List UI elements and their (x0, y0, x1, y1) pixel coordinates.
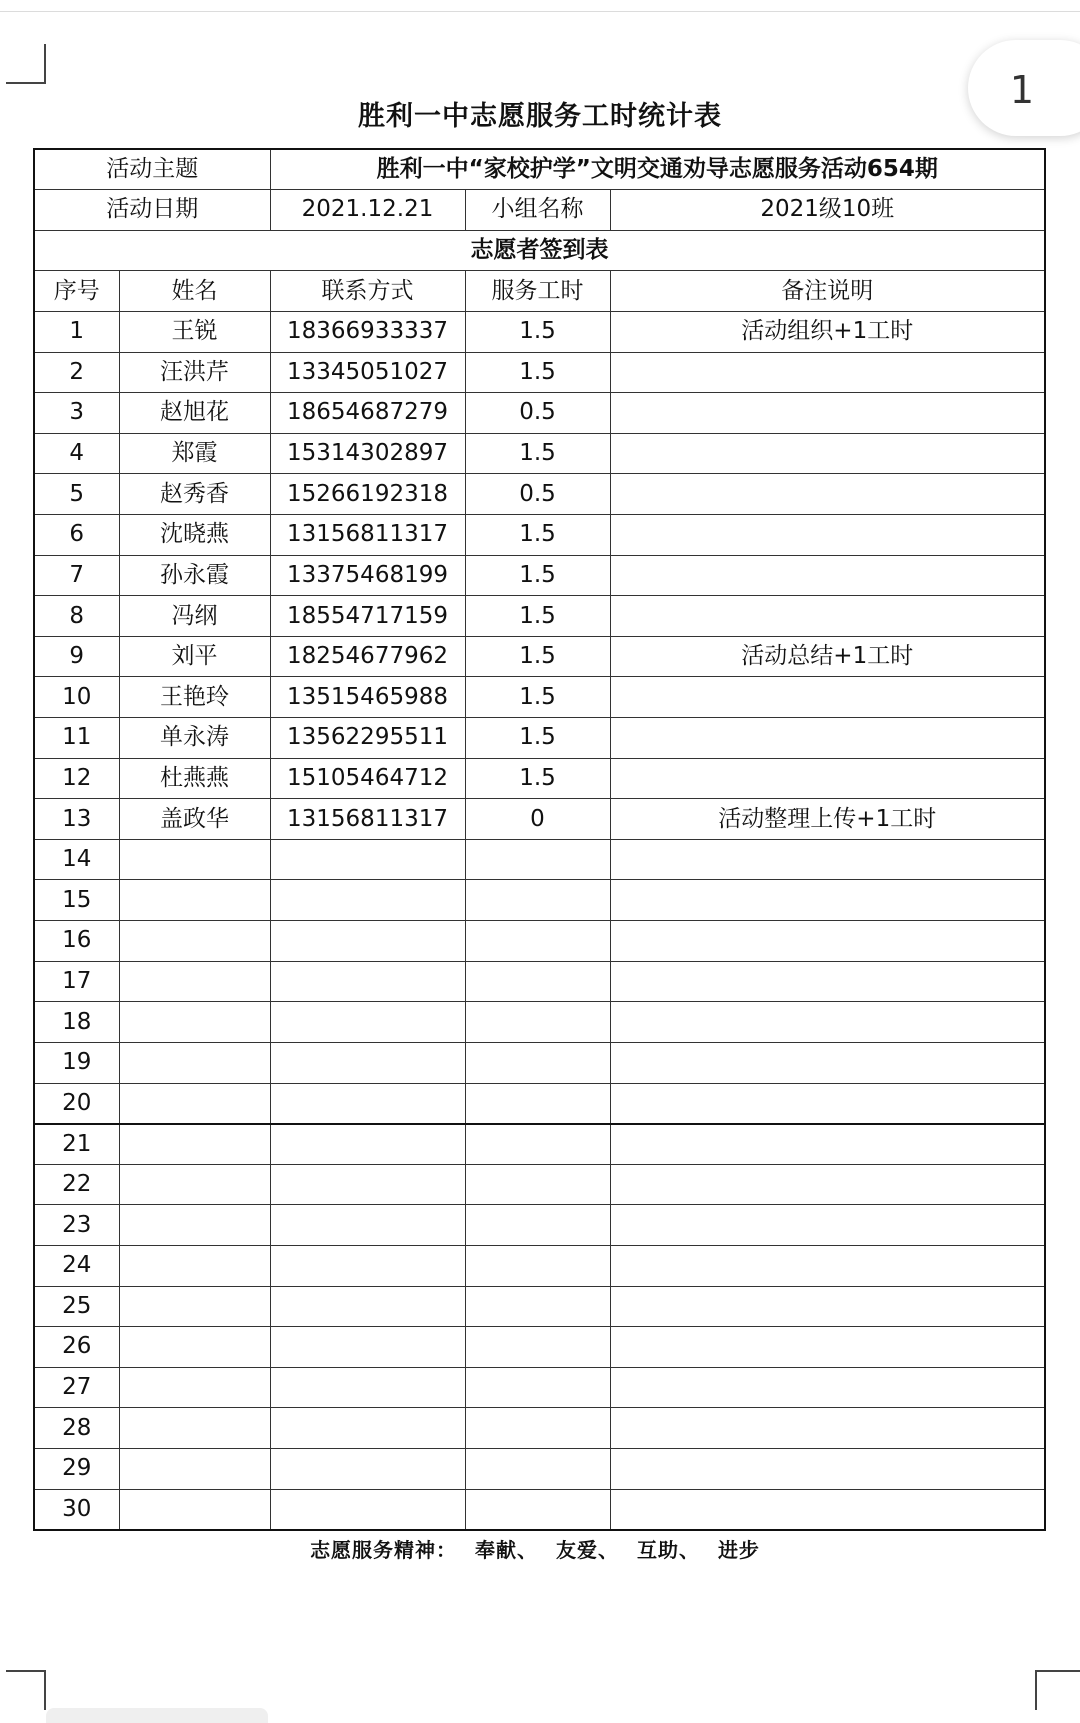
table-row (34, 1449, 1045, 1490)
cell-phone (270, 1367, 465, 1408)
cell-hours (465, 1449, 610, 1490)
table-row (34, 1124, 1045, 1165)
table-row (34, 596, 1045, 637)
cell-note (610, 596, 1045, 637)
cell-name (119, 1245, 270, 1286)
cell-name: 杜燕燕 (119, 758, 270, 799)
cell-no: 20 (34, 1083, 119, 1124)
cell-hours (465, 1002, 610, 1043)
table-row (34, 1164, 1045, 1205)
cell-name (119, 1205, 270, 1246)
cell-phone (270, 880, 465, 921)
cell-hours: 1.5 (465, 636, 610, 677)
column-header: 联系方式 (270, 271, 465, 312)
cell-phone (270, 1286, 465, 1327)
bottom-scroll-hint (46, 1708, 268, 1723)
cell-no: 8 (34, 596, 119, 637)
table-row (34, 1245, 1045, 1286)
cell-phone (270, 1002, 465, 1043)
volunteer-hours-table (33, 148, 1046, 1531)
table-row (34, 880, 1045, 921)
cell-hours: 1.5 (465, 677, 610, 718)
table-row (34, 1367, 1045, 1408)
cell-name: 王艳玲 (119, 677, 270, 718)
cell-phone (270, 839, 465, 880)
cell-name: 赵旭花 (119, 393, 270, 434)
cell-name (119, 1327, 270, 1368)
cell-note (610, 1164, 1045, 1205)
cell-name (119, 1489, 270, 1530)
table-row (34, 1408, 1045, 1449)
cell-note (610, 1489, 1045, 1530)
cell-note (610, 839, 1045, 880)
cell-phone (270, 1042, 465, 1083)
column-header: 服务工时 (465, 271, 610, 312)
column-header-row (34, 271, 1045, 312)
cell-note (610, 961, 1045, 1002)
cell-note (610, 677, 1045, 718)
cell-no: 28 (34, 1408, 119, 1449)
motto-item: 友爱、 (556, 1538, 619, 1562)
group-label: 小组名称 (465, 190, 610, 231)
cell-no: 13 (34, 799, 119, 840)
cell-no: 2 (34, 352, 119, 393)
cell-hours: 1.5 (465, 514, 610, 555)
cell-phone: 13562295511 (270, 718, 465, 759)
cell-phone: 15314302897 (270, 433, 465, 474)
column-header: 备注说明 (610, 271, 1045, 312)
cell-note (610, 1286, 1045, 1327)
table-row (34, 961, 1045, 1002)
cell-phone: 18366933337 (270, 311, 465, 352)
cell-name: 盖政华 (119, 799, 270, 840)
cell-no: 24 (34, 1245, 119, 1286)
cell-no: 17 (34, 961, 119, 1002)
cell-phone (270, 1327, 465, 1368)
cell-name (119, 921, 270, 962)
cell-no: 18 (34, 1002, 119, 1043)
cell-no: 11 (34, 718, 119, 759)
cell-phone (270, 1124, 465, 1165)
cell-phone (270, 1205, 465, 1246)
topic-row (34, 149, 1045, 190)
cell-note (610, 1245, 1045, 1286)
cell-phone: 18554717159 (270, 596, 465, 637)
cell-no: 1 (34, 311, 119, 352)
cell-name: 赵秀香 (119, 474, 270, 515)
cell-note (610, 1042, 1045, 1083)
table-row (34, 352, 1045, 393)
table-row (34, 311, 1045, 352)
cell-name: 汪洪芹 (119, 352, 270, 393)
cell-no: 14 (34, 839, 119, 880)
cell-hours (465, 1367, 610, 1408)
cell-hours (465, 839, 610, 880)
cell-note: 活动整理上传+1工时 (610, 799, 1045, 840)
crop-mark-top-left (6, 44, 46, 84)
cell-phone: 13156811317 (270, 514, 465, 555)
motto-item: 奉献、 (475, 1538, 539, 1562)
table-row (34, 1489, 1045, 1530)
cell-hours (465, 1245, 610, 1286)
cell-no: 16 (34, 921, 119, 962)
cell-name (119, 961, 270, 1002)
section-title-row (34, 230, 1045, 271)
cell-note (610, 1124, 1045, 1165)
cell-hours (465, 961, 610, 1002)
cell-hours (465, 1286, 610, 1327)
cell-name (119, 1083, 270, 1124)
topic-value: 胜利一中“家校护学”文明交通劝导志愿服务活动654期 (270, 149, 1045, 190)
cell-phone: 13345051027 (270, 352, 465, 393)
table-row (34, 393, 1045, 434)
table-row (34, 1286, 1045, 1327)
topic-label: 活动主题 (34, 149, 270, 190)
table-row (34, 1002, 1045, 1043)
cell-name (119, 1449, 270, 1490)
cell-no: 4 (34, 433, 119, 474)
cell-name: 单永涛 (119, 718, 270, 759)
table-row (34, 1083, 1045, 1124)
cell-note (610, 433, 1045, 474)
cell-no: 30 (34, 1489, 119, 1530)
table-row (34, 636, 1045, 677)
cell-hours: 1.5 (465, 433, 610, 474)
cell-phone: 15266192318 (270, 474, 465, 515)
section-title: 志愿者签到表 (34, 230, 1045, 271)
cell-no: 21 (34, 1124, 119, 1165)
cell-note (610, 352, 1045, 393)
table-row (34, 758, 1045, 799)
cell-no: 9 (34, 636, 119, 677)
cell-name: 冯纲 (119, 596, 270, 637)
cell-hours (465, 1489, 610, 1530)
cell-no: 26 (34, 1327, 119, 1368)
cell-hours: 1.5 (465, 596, 610, 637)
cell-note: 活动组织+1工时 (610, 311, 1045, 352)
cell-phone (270, 921, 465, 962)
cell-hours (465, 1083, 610, 1124)
column-header: 序号 (34, 271, 119, 312)
cell-no: 5 (34, 474, 119, 515)
cell-hours: 0 (465, 799, 610, 840)
cell-no: 22 (34, 1164, 119, 1205)
cell-phone (270, 1245, 465, 1286)
cell-note (610, 1083, 1045, 1124)
cell-note: 活动总结+1工时 (610, 636, 1045, 677)
cell-phone: 13375468199 (270, 555, 465, 596)
cell-no: 27 (34, 1367, 119, 1408)
table-row (34, 799, 1045, 840)
cell-hours (465, 1124, 610, 1165)
cell-phone (270, 1408, 465, 1449)
cell-name: 沈晓燕 (119, 514, 270, 555)
cell-note (610, 474, 1045, 515)
table-row (34, 1327, 1045, 1368)
volunteer-motto (0, 1534, 1080, 1563)
cell-note (610, 758, 1045, 799)
cell-phone: 13156811317 (270, 799, 465, 840)
cell-no: 7 (34, 555, 119, 596)
cell-hours (465, 1408, 610, 1449)
cell-phone: 15105464712 (270, 758, 465, 799)
motto-item: 进步 (717, 1538, 760, 1562)
table-row (34, 474, 1045, 515)
table-row (34, 514, 1045, 555)
motto-item: 互助、 (636, 1538, 700, 1562)
cell-note (610, 1367, 1045, 1408)
cell-name (119, 1002, 270, 1043)
cell-name (119, 1367, 270, 1408)
date-value: 2021.12.21 (270, 190, 465, 231)
cell-hours (465, 1327, 610, 1368)
cell-note (610, 1408, 1045, 1449)
table-row (34, 433, 1045, 474)
cell-name: 孙永霞 (119, 555, 270, 596)
cell-hours: 1.5 (465, 718, 610, 759)
document-title: 胜利一中志愿服务工时统计表 (358, 101, 722, 132)
top-divider (0, 11, 1080, 12)
cell-phone: 18254677962 (270, 636, 465, 677)
cell-phone (270, 1083, 465, 1124)
table-row (34, 718, 1045, 759)
cell-no: 19 (34, 1042, 119, 1083)
cell-name (119, 1042, 270, 1083)
table-row (34, 839, 1045, 880)
cell-phone (270, 1489, 465, 1530)
cell-hours (465, 1164, 610, 1205)
cell-no: 10 (34, 677, 119, 718)
cell-phone (270, 1164, 465, 1205)
cell-note (610, 555, 1045, 596)
cell-name: 王锐 (119, 311, 270, 352)
cell-note (610, 880, 1045, 921)
cell-note (610, 393, 1045, 434)
cell-name (119, 839, 270, 880)
cell-no: 29 (34, 1449, 119, 1490)
cell-name (119, 1286, 270, 1327)
cell-note (610, 718, 1045, 759)
group-value: 2021级10班 (610, 190, 1045, 231)
table-row (34, 555, 1045, 596)
cell-note (610, 1327, 1045, 1368)
cell-phone (270, 961, 465, 1002)
page-number: 1 (1009, 68, 1035, 112)
cell-note (610, 1002, 1045, 1043)
cell-name (119, 1124, 270, 1165)
cell-no: 23 (34, 1205, 119, 1246)
cell-phone: 13515465988 (270, 677, 465, 718)
table-row (34, 1205, 1045, 1246)
cell-no: 12 (34, 758, 119, 799)
cell-no: 3 (34, 393, 119, 434)
cell-hours (465, 880, 610, 921)
cell-note (610, 921, 1045, 962)
cell-name: 刘平 (119, 636, 270, 677)
cell-name (119, 880, 270, 921)
motto-label: 志愿服务精神： (310, 1538, 458, 1562)
crop-mark-bottom-right (1035, 1670, 1080, 1710)
cell-phone: 18654687279 (270, 393, 465, 434)
cell-name: 郑霞 (119, 433, 270, 474)
cell-hours: 1.5 (465, 555, 610, 596)
cell-hours: 0.5 (465, 474, 610, 515)
cell-hours: 1.5 (465, 758, 610, 799)
cell-hours: 1.5 (465, 352, 610, 393)
column-header: 姓名 (119, 271, 270, 312)
date-label: 活动日期 (34, 190, 270, 231)
cell-hours (465, 1042, 610, 1083)
crop-mark-bottom-left (6, 1670, 46, 1710)
table-row (34, 1042, 1045, 1083)
cell-hours (465, 1205, 610, 1246)
cell-name (119, 1164, 270, 1205)
cell-no: 25 (34, 1286, 119, 1327)
cell-phone (270, 1449, 465, 1490)
cell-no: 15 (34, 880, 119, 921)
cell-no: 6 (34, 514, 119, 555)
cell-hours: 0.5 (465, 393, 610, 434)
table-row (34, 921, 1045, 962)
cell-name (119, 1408, 270, 1449)
cell-hours (465, 921, 610, 962)
cell-note (610, 514, 1045, 555)
cell-hours: 1.5 (465, 311, 610, 352)
date-row (34, 190, 1045, 231)
cell-note (610, 1205, 1045, 1246)
cell-note (610, 1449, 1045, 1490)
table-row (34, 677, 1045, 718)
